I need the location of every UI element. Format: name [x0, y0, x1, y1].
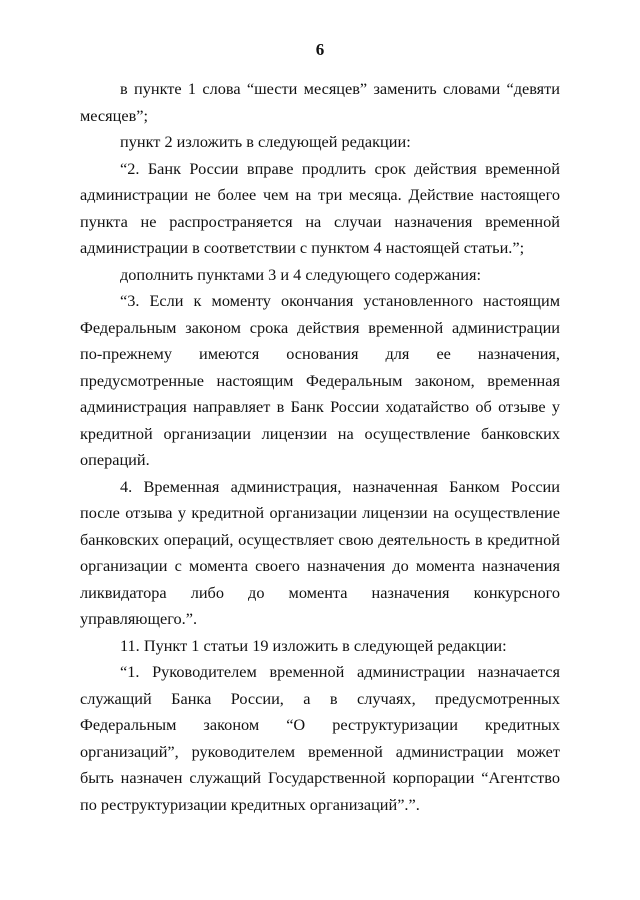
paragraph-item-2-text: “2. Банк России вправе продлить срок действия временной администрации не более чем на три месяца. Действие настоящего пункта не распространяется на случаи назначения временной администрации в соответствии с пунктом 4 настоящей статьи.”;: [80, 158, 560, 257]
paragraph-amend-item-1: в пункте 1 слова “шести месяцев” заменить словами “девяти месяцев”;: [80, 79, 560, 125]
paragraph-item-3-text: “3. Если к моменту окончания установленного настоящим Федеральным законом срока действия временной администрации по-прежнему имеются основания для ее назначения, предусмотренные настоящим Федеральным законом, временная администрация направляет в Банк России ходатайство об отзыве у кредитной организации лицензии на осуществление банковских операций.: [80, 291, 560, 469]
document-body: [80, 76, 560, 818]
page-number: 6: [315, 40, 325, 59]
paragraph-add-items-intro: дополнить пунктами 3 и 4 следующего содержания:: [120, 264, 481, 284]
paragraph-section-11-intro: 11. Пункт 1 статьи 19 изложить в следующей редакции:: [120, 635, 507, 655]
paragraph-item-4-text: 4. Временная администрация, назначенная Банком России после отзыва у кредитной организации лицензии на осуществление банковских операций, осуществляет свою деятельность в кредитной организации с момента своего назначения до момента назначения ликвидатора либо до момента назначения конкурсного управляющего.”.: [80, 476, 560, 628]
paragraph-item-2-intro: пункт 2 изложить в следующей редакции:: [120, 132, 411, 151]
paragraph-article-19-item-1-text: “1. Руководителем временной администрации назначается служащий Банка России, а в случаях, предусмотренных Федеральным законом “О реструктуризации кредитных организаций”, руководителем временной администрации может быть назначен служащий Государственной корпорации “Агентство по реструктуризации кредитных организаций”.”.: [80, 662, 560, 814]
